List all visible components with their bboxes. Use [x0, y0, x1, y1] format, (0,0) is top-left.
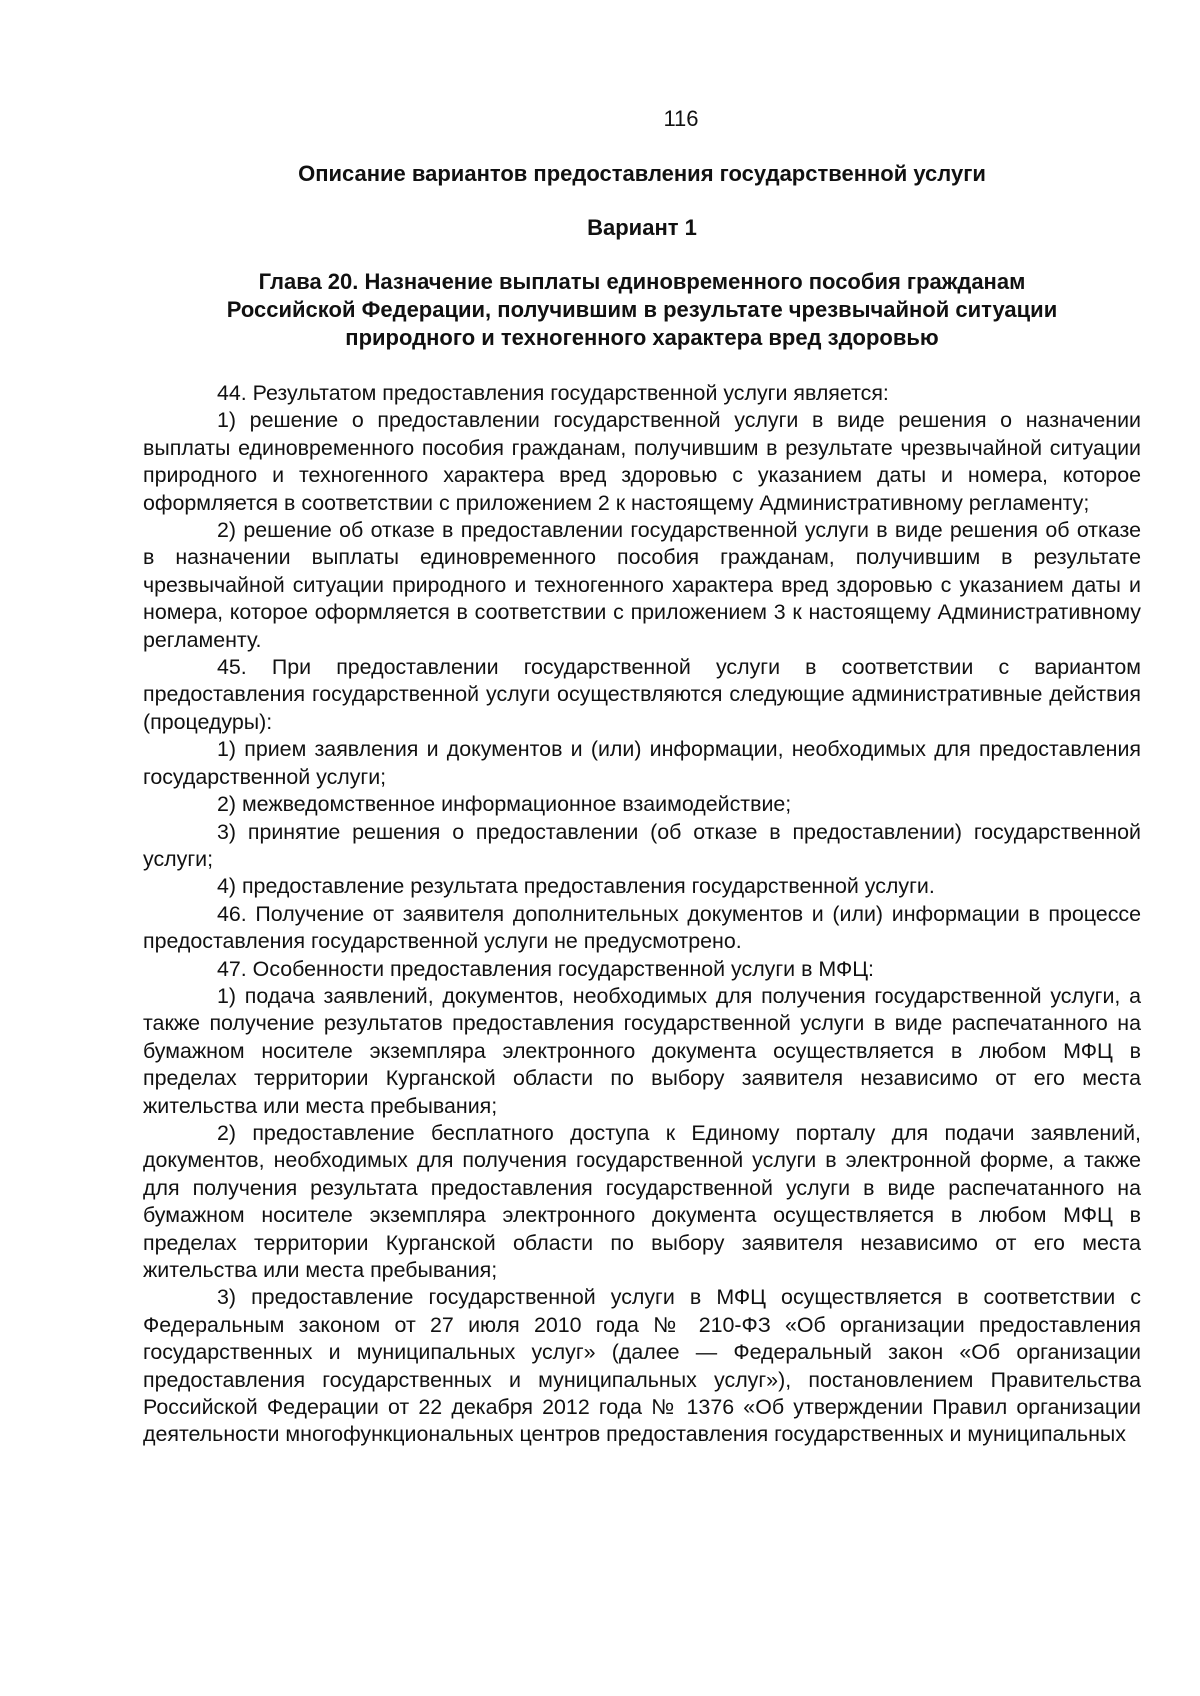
- document-page: [143, 104, 1141, 1449]
- paragraph-44-item-2: 2) решение об отказе в предоставлении государственной услуги в виде решения об отказе в назначении выплаты единовременного пособия гражданам, получившим в результате чрезвычайной ситуации природного и техногенного характера вред здоровью с указанием даты и номера, которое оформляется в соответствии с приложением 3 к настоящему Административному регламенту.: [143, 518, 1141, 652]
- paragraph-47-item-2: 2) предоставление бесплатного доступа к Единому порталу для подачи заявлений, документов, необходимых для получения государственной услуги в электронной форме, а также для получения результата предоставления государственной услуги в виде распечатанного на бумажном носителе экземпляра электронного документа осуществляется в любом МФЦ в пределах территории Курганской области по выбору заявителя независимо от его места жительства или места пребывания;: [143, 1120, 1141, 1282]
- chapter-title-line: Глава 20. Назначение выплаты единовременного пособия гражданам: [258, 269, 1026, 294]
- paragraph-45-item-1: 1) прием заявления и документов и (или) информации, необходимых для предоставления государственной услуги;: [143, 737, 1141, 789]
- paragraph-47-item-1: 1) подача заявлений, документов, необходимых для получения государственной услуги, а также получение результатов предоставления государственной услуги в виде распечатанного на бумажном носителе экземпляра электронного документа осуществляется в любом МФЦ в пределах территории Курганской области по выбору заявителя независимо от его места жительства или места пребывания;: [143, 983, 1141, 1118]
- paragraph-45: 45. При предоставлении государственной услуги в соответствии с вариантом предоставления государственной услуги осуществляются следующие административные действия (процедуры):: [143, 655, 1141, 734]
- chapter-title-line: природного и техногенного характера вред здоровью: [345, 325, 939, 350]
- page-number: 116: [663, 106, 699, 131]
- paragraph-45-item-4: 4) предоставление результата предоставления государственной услуги.: [217, 874, 935, 899]
- section-title: Описание вариантов предоставления государственной услуги: [298, 161, 986, 186]
- paragraph-47-item-3: 3) предоставление государственной услуги в МФЦ осуществляется в соответствии с Федеральным законом от 27 июля 2010 года № 210-ФЗ «Об организации предоставления государственных и муниципальных услуг» (далее — Федеральный закон «Об организации предоставления государственных и муниципальных услуг»), постановлением Правительства Российской Федерации от 22 декабря 2012 года № 1376 «Об утверждении Правил организации деятельности многофункциональных центров предоставления государственных и муниципальных: [143, 1285, 1141, 1447]
- paragraph-44-item-1: 1) решение о предоставлении государственной услуги в виде решения о назначении выплаты единовременного пособия гражданам, получившим в результате чрезвычайной ситуации природного и техногенного характера вред здоровью с указанием даты и номера, которое оформляется в соответствии с приложением 2 к настоящему Административному регламенту;: [143, 408, 1141, 515]
- paragraph-47: 47. Особенности предоставления государственной услуги в МФЦ:: [217, 956, 874, 981]
- chapter-title-line: Российской Федерации, получившим в результате чрезвычайной ситуации: [226, 297, 1058, 322]
- paragraph-44: 44. Результатом предоставления государственной услуги является:: [217, 381, 889, 405]
- paragraph-46: 46. Получение от заявителя дополнительных документов и (или) информации в процессе предоставления государственной услуги не предусмотрено.: [143, 901, 1141, 954]
- document-body: [143, 380, 1141, 1449]
- chapter-title: [143, 268, 1141, 352]
- paragraph-45-item-3: 3) принятие решения о предоставлении (об отказе в предоставлении) государственной услуги;: [143, 819, 1141, 871]
- variant-title: Вариант 1: [587, 215, 697, 240]
- paragraph-45-item-2: 2) межведомственное информационное взаимодействие;: [217, 792, 792, 817]
